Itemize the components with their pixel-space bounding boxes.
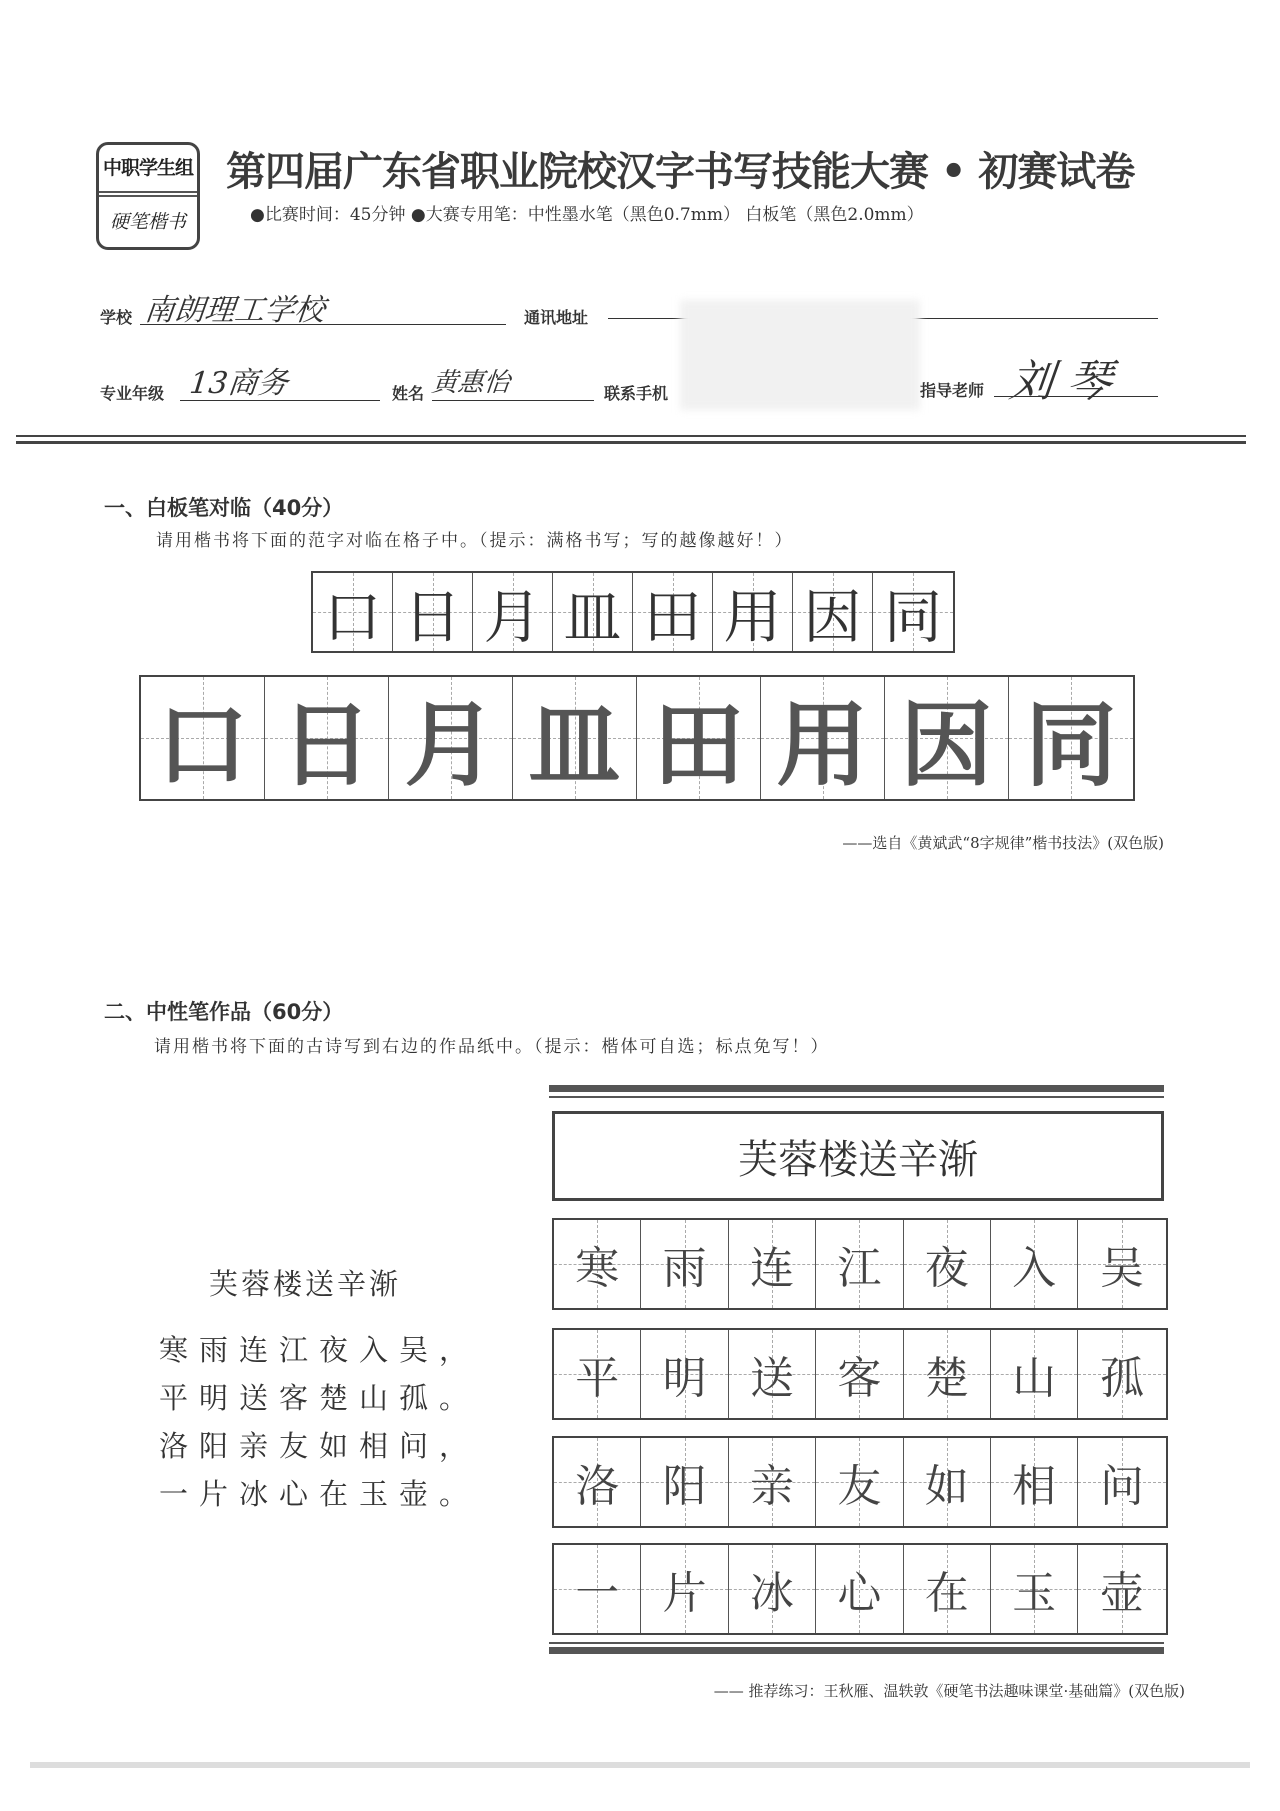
poem-line: 一片冰心在玉壶。 bbox=[159, 1477, 480, 1511]
redacted-area bbox=[680, 300, 920, 410]
exam-rules: ●比赛时间：45分钟 ●大赛专用笔：中性墨水笔（黑色0.7mm） 白板笔（黑色2.0mm） bbox=[250, 205, 924, 225]
work-char: 亲 bbox=[749, 1461, 794, 1512]
work-cell[interactable] bbox=[729, 1220, 816, 1308]
work-char: 入 bbox=[1012, 1243, 1057, 1294]
work-cell[interactable] bbox=[1078, 1438, 1165, 1526]
work-row[interactable] bbox=[552, 1436, 1168, 1528]
work-char: 心 bbox=[837, 1568, 882, 1619]
work-cell[interactable] bbox=[991, 1545, 1078, 1633]
model-cell bbox=[761, 677, 885, 799]
section2-heading: 二、中性笔作品（60分） bbox=[104, 1000, 344, 1024]
category-badge bbox=[96, 142, 200, 250]
poem-line: 平明送客楚山孤。 bbox=[159, 1381, 480, 1415]
work-cell[interactable] bbox=[904, 1438, 991, 1526]
work-char: 山 bbox=[1012, 1353, 1057, 1404]
work-char: 友 bbox=[837, 1461, 882, 1512]
handwritten-char: 同 bbox=[883, 583, 942, 651]
grid-cell[interactable] bbox=[873, 573, 953, 651]
model-cell bbox=[265, 677, 389, 799]
section2-instruction: 请用楷书将下面的古诗写到右边的作品纸中。（提示：楷体可自选；标点免写！） bbox=[154, 1037, 830, 1057]
teacher-label: 指导老师 bbox=[920, 381, 985, 400]
grid-cell[interactable] bbox=[713, 573, 793, 651]
section1-instruction: 请用楷书将下面的范字对临在格子中。（提示：满格书写；写的越像越好！） bbox=[156, 531, 794, 551]
work-char: 一 bbox=[575, 1568, 620, 1619]
work-char: 问 bbox=[1100, 1461, 1145, 1512]
work-cell[interactable] bbox=[904, 1545, 991, 1633]
work-char: 在 bbox=[924, 1568, 969, 1619]
work-row[interactable] bbox=[552, 1218, 1168, 1310]
badge-group: 中职学生组 bbox=[102, 157, 193, 179]
work-title: 芙蓉楼送辛渐 bbox=[738, 1136, 978, 1183]
model-cell bbox=[637, 677, 761, 799]
model-grid bbox=[139, 675, 1135, 801]
model-char: 皿 bbox=[528, 692, 621, 799]
name-line bbox=[432, 400, 594, 401]
page-title: 第四届广东省职业院校汉字书写技能大赛 • 初赛试卷 bbox=[226, 149, 1135, 195]
divider bbox=[16, 441, 1246, 444]
poem-line: 寒雨连江夜入吴， bbox=[159, 1333, 480, 1367]
work-cell[interactable] bbox=[554, 1438, 641, 1526]
divider bbox=[16, 435, 1246, 437]
work-cell[interactable] bbox=[554, 1220, 641, 1308]
work-cell[interactable] bbox=[816, 1330, 903, 1418]
work-char: 阳 bbox=[662, 1461, 707, 1512]
grid-cell[interactable] bbox=[793, 573, 873, 651]
handwritten-char: 日 bbox=[403, 583, 462, 651]
work-cell[interactable] bbox=[641, 1545, 728, 1633]
phone-label: 联系手机 bbox=[604, 384, 669, 403]
work-char: 客 bbox=[837, 1353, 882, 1404]
model-cell bbox=[1009, 677, 1133, 799]
frame-bar-top bbox=[549, 1085, 1164, 1092]
work-char: 寒 bbox=[575, 1243, 620, 1294]
grid-cell[interactable] bbox=[393, 573, 473, 651]
school-field[interactable]: 南朗理工学校 bbox=[142, 293, 327, 328]
model-cell bbox=[513, 677, 637, 799]
work-cell[interactable] bbox=[1078, 1330, 1165, 1418]
major-label: 专业年级 bbox=[100, 384, 165, 403]
grid-cell[interactable] bbox=[633, 573, 713, 651]
handwritten-char: 口 bbox=[323, 583, 382, 651]
grid-cell[interactable] bbox=[553, 573, 633, 651]
work-cell[interactable] bbox=[729, 1545, 816, 1633]
work-char: 壶 bbox=[1100, 1568, 1145, 1619]
handwritten-char: 田 bbox=[643, 583, 702, 651]
work-char: 楚 bbox=[924, 1353, 969, 1404]
frame-bar-bottom-thin bbox=[549, 1642, 1164, 1644]
work-cell[interactable] bbox=[641, 1438, 728, 1526]
work-char: 片 bbox=[662, 1568, 707, 1619]
work-cell[interactable] bbox=[554, 1545, 641, 1633]
handwritten-char: 皿 bbox=[563, 583, 622, 651]
badge-divider bbox=[99, 191, 197, 197]
work-row[interactable] bbox=[552, 1328, 1168, 1420]
work-char: 吴 bbox=[1100, 1243, 1145, 1294]
school-label: 学校 bbox=[100, 308, 133, 327]
work-char: 夜 bbox=[924, 1243, 969, 1294]
work-cell[interactable] bbox=[816, 1545, 903, 1633]
work-char: 送 bbox=[749, 1353, 794, 1404]
work-cell[interactable] bbox=[991, 1438, 1078, 1526]
work-cell[interactable] bbox=[729, 1330, 816, 1418]
name-field[interactable]: 黄惠怡 bbox=[430, 368, 512, 398]
work-row[interactable] bbox=[552, 1543, 1168, 1635]
address-label: 通讯地址 bbox=[524, 308, 589, 327]
work-cell[interactable] bbox=[554, 1330, 641, 1418]
scan-artifact bbox=[30, 1762, 1250, 1768]
handwritten-char: 因 bbox=[803, 583, 862, 651]
model-char: 口 bbox=[156, 692, 249, 799]
work-cell[interactable] bbox=[816, 1438, 903, 1526]
work-cell[interactable] bbox=[904, 1220, 991, 1308]
model-cell bbox=[389, 677, 513, 799]
handwritten-char: 用 bbox=[723, 583, 782, 651]
model-char: 因 bbox=[900, 692, 993, 799]
section2-footer: —— 推荐练习：王秋雁、温轶敦《硬笔书法趣味课堂·基础篇》(双色版) bbox=[713, 1682, 1185, 1700]
work-cell[interactable] bbox=[641, 1220, 728, 1308]
frame-bar-bottom bbox=[549, 1647, 1164, 1654]
frame-bar-top-thin bbox=[549, 1096, 1164, 1098]
badge-category: 硬笔楷书 bbox=[109, 211, 186, 233]
work-char: 冰 bbox=[749, 1568, 794, 1619]
section1-heading: 一、白板笔对临（40分） bbox=[104, 496, 344, 520]
major-field[interactable]: 13商务 bbox=[187, 366, 290, 401]
handwritten-char: 月 bbox=[483, 583, 542, 651]
work-char: 江 bbox=[837, 1243, 882, 1294]
model-char: 月 bbox=[404, 692, 497, 799]
poem-title: 芙蓉楼送辛渐 bbox=[209, 1267, 402, 1301]
work-cell[interactable] bbox=[641, 1330, 728, 1418]
name-label: 姓名 bbox=[392, 384, 425, 403]
work-char: 洛 bbox=[575, 1461, 620, 1512]
work-char: 雨 bbox=[662, 1243, 707, 1294]
work-cell[interactable] bbox=[904, 1330, 991, 1418]
section1-source: ——选自《黄斌武“8字规律”楷书技法》(双色版) bbox=[842, 834, 1164, 852]
work-char: 玉 bbox=[1012, 1568, 1057, 1619]
model-cell bbox=[885, 677, 1009, 799]
work-char: 连 bbox=[749, 1243, 794, 1294]
grid-cell[interactable] bbox=[473, 573, 553, 651]
model-char: 田 bbox=[652, 692, 745, 799]
work-char: 如 bbox=[924, 1461, 969, 1512]
model-char: 同 bbox=[1024, 692, 1117, 799]
work-char: 相 bbox=[1012, 1461, 1057, 1512]
work-char: 平 bbox=[575, 1353, 620, 1404]
model-char: 日 bbox=[280, 692, 373, 799]
work-cell[interactable] bbox=[1078, 1220, 1165, 1308]
work-cell[interactable] bbox=[816, 1220, 903, 1308]
model-cell bbox=[141, 677, 265, 799]
work-cell[interactable] bbox=[991, 1220, 1078, 1308]
work-title-box[interactable] bbox=[552, 1111, 1164, 1201]
work-char: 孤 bbox=[1100, 1353, 1145, 1404]
poem-line: 洛阳亲友如相问， bbox=[159, 1429, 480, 1463]
model-char: 用 bbox=[776, 692, 869, 799]
teacher-field[interactable]: 刘琴 bbox=[1006, 356, 1129, 407]
work-char: 明 bbox=[662, 1353, 707, 1404]
handwriting-grid[interactable] bbox=[311, 571, 955, 653]
work-cell[interactable] bbox=[991, 1330, 1078, 1418]
grid-cell[interactable] bbox=[313, 573, 393, 651]
work-cell[interactable] bbox=[729, 1438, 816, 1526]
work-cell[interactable] bbox=[1078, 1545, 1165, 1633]
